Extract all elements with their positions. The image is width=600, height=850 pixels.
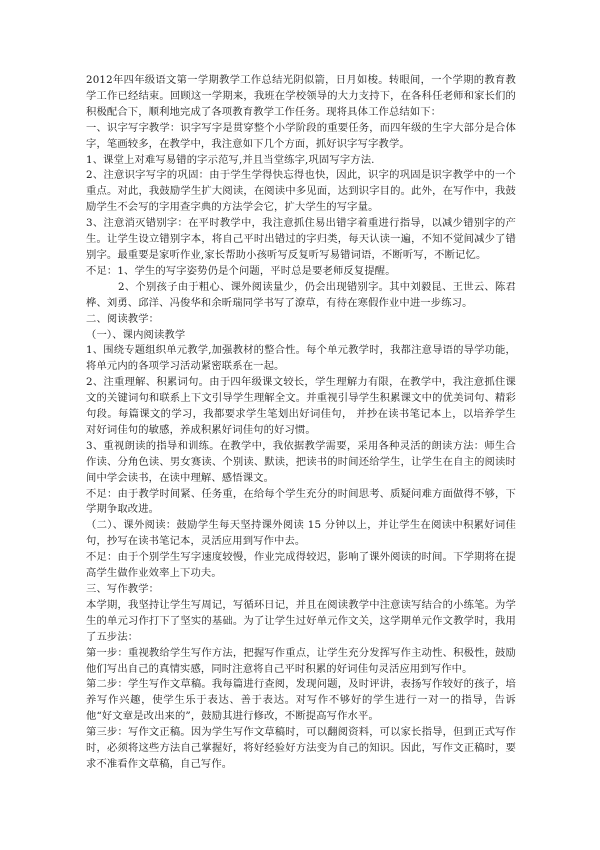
paragraph: 本学期，我坚持让学生写周记，写循环日记，并且在阅读教学中注意读写结合的小练笔。为学生的单元习作打下了坚实的基础。为了让学生过好单元作文关，这学期单元作文教学时，我用了五步法： — [86, 598, 516, 643]
paragraph: 2、注意识字写字的巩固：由于学生学得快忘得也快，因此，识字的巩固是识字教学中的一个重点。对此，我鼓励学生扩大阅读，在阅读中多见面，达到识字目的。此外，在写作中，我鼓励学生不会写的字用查字典的方法学会它，扩大学生的写字量。 — [86, 169, 516, 214]
shortcoming-paragraph: 不足：由于教学时间紧、任务重，在给每个学生充分的时间思考、质疑问难方面做得不够，下学期争取改进。 — [86, 487, 516, 516]
subsection-heading: （一）、课内阅读教学 — [86, 328, 186, 341]
section-heading-reading: 二、阅读教学： — [86, 312, 160, 325]
section-heading-writing: 三、写作教学： — [86, 583, 160, 595]
step-paragraph: 第三步：写作文正稿。因为学生写作文草稿时，可以翻阅资料，可以家长指导，但到正式写作时，必须将这些方法自己掌握好，将好经验好方法变为自己的知识。因此，写作文正稿时，要求不准看作文草稿，自己写作。 — [86, 726, 516, 770]
intro-paragraph: 2012年四年级语文第一学期教学工作总结光阴似箭，日月如梭。转眼间，一个学期的教育教学工作已经结束。回顾这一学期来，我班在学校领导的大力支持下，在各科任老师和家长们的积极配合下，顺利地完成了各项教育教学工作任务。现将具体工作总结如下： — [86, 74, 516, 118]
subsection-paragraph: （二）、课外阅读：鼓励学生每天坚持课外阅读 15 分钟以上，并让学生在阅读中积累好词佳句，抄写在读书笔记本，灵活应用到写作中去。 — [86, 519, 516, 548]
section-heading-literacy: 一、识字写字教学：识字写字是贯穿整个小学阶段的重要任务，而四年级的生字大部分是合体字，笔画较多，在教学中，我注意如下几个方面，抓好识字写字教学。 — [86, 121, 516, 150]
paragraph: 1、围绕专题组织单元教学,加强教材的整合性。每个单元教学时，我都注意导语的导学功能，将单元内的各项学习活动紧密联系在一起。 — [86, 344, 516, 373]
paragraph: 1、课堂上对难写易错的字示范写,并且当堂练字,巩固写字方法. — [86, 153, 375, 166]
shortcoming-paragraph: 不足：由于个别学生写字速度较慢，作业完成得较迟，影响了课外阅读的时间。下学期将在提高学生做作业效率上下功夫。 — [86, 551, 516, 580]
step-paragraph: 第二步：学生写作文草稿。我每篇进行查阅，发现问题，及时评讲，表扬写作较好的孩子，培养写作兴趣，使学生乐于表达、善于表达。对写作不够好的学生进行一对一的指导，告诉他“好文章是改出来的”，鼓励其进行修改，不断提高写作水平。 — [86, 678, 516, 723]
paragraph: 2、注重理解、积累词句。由于四年级课文较长，学生理解力有限，在教学中，我注意抓住课文的关键词句和联系上下文引导学生理解全文。并重视引导学生积累课文中的优美词句、精彩句段。每篇课文的学习，我都要求学生笔划出好词佳句， 并抄在读书笔记本上，以培养学生对好词佳句的敏感，养成积累好词佳句的好习惯。 — [86, 376, 516, 436]
paragraph: 3、重视朗读的指导和训练。在教学中，我依据教学需要，采用各种灵活的朗读方法：师生合作读、分角色读、男女赛读、个别读、默读，把读书的时间还给学生，让学生在自主的阅读时间中学会读书，在读中理解、感悟课文。 — [86, 439, 516, 484]
paragraph: 3、注意消灭错别字：在平时教学中，我注意抓住易出错字着重进行指导，以减少错别字的产生。让学生设立错别字本，将自己平时出错过的字归类，每天认读一遍，不知不觉间减少了错别字。最重要是家听作业,家长帮助小孩听写反复听写易错词语，不断听写，不断记忆。 — [86, 217, 516, 261]
shortcoming-paragraph: 不足：1、学生的写字姿势仍是个问题，平时总是要老师反复提醒。 — [86, 264, 396, 277]
shortcoming-paragraph: 2、个别孩子由于粗心、课外阅读量少，仍会出现错别字。其中刘毅昆、王世云、陈君桦、刘勇、邱洋、冯俊华和余昕瑞同学书写了潦草，有待在寒假作业中进一步练习。 — [86, 280, 516, 309]
step-paragraph: 第一步：重视教给学生写作方法，把握写作重点，让学生充分发挥写作主动性、积极性，鼓励他们写出自己的真情实感，同时注意将自己平时积累的好词佳句灵活应用到写作中。 — [86, 646, 516, 675]
